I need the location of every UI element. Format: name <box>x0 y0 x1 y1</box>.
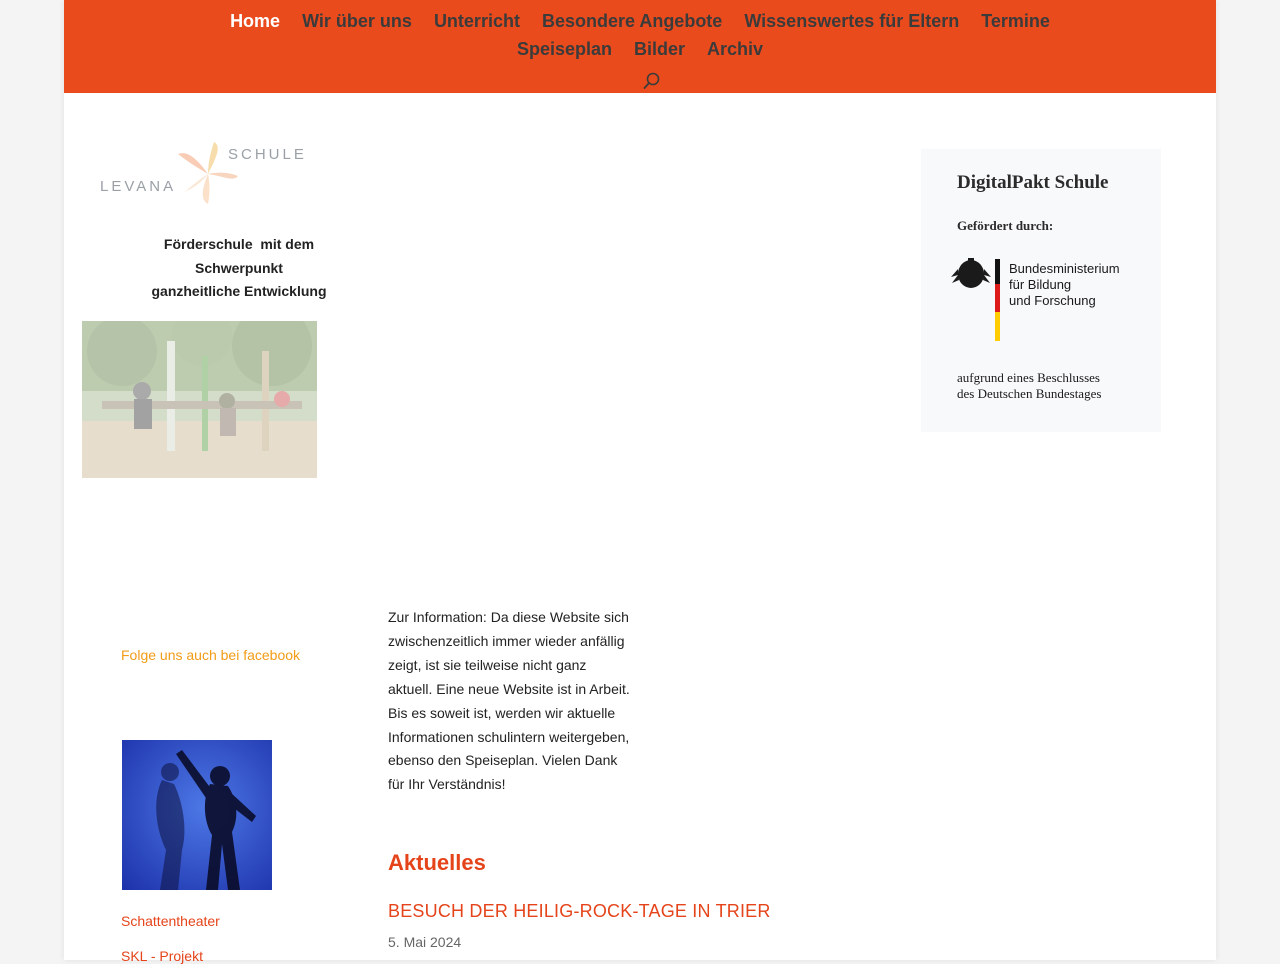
digitalpakt-title: DigitalPakt Schule <box>957 172 1109 193</box>
tagline-line-3: ganzheitliche Entwicklung <box>151 283 327 299</box>
ministry-line-3: und Forschung <box>1009 293 1096 308</box>
digitalpakt-banner[interactable] <box>921 149 1161 432</box>
nav-item-wissenswertes[interactable]: Wissenswertes für Eltern <box>744 11 960 31</box>
sidebar-link-schattentheater[interactable]: Schattentheater <box>121 913 220 929</box>
nav-item-speiseplan[interactable]: Speiseplan <box>516 39 612 59</box>
nav-item-unterricht[interactable]: Unterricht <box>433 11 520 31</box>
ministry-line-2: für Bildung <box>1009 277 1072 292</box>
nav-row-2 <box>64 36 1216 62</box>
facebook-link[interactable]: Folge uns auch bei facebook <box>121 647 301 663</box>
nav-item-wir-ueber-uns[interactable]: Wir über uns <box>302 11 412 31</box>
nav-row-1 <box>64 8 1216 34</box>
german-flag-bar <box>995 259 1000 341</box>
ministry-line-1: Bundesministerium <box>1009 261 1120 276</box>
digitalpakt-funded-by: Gefördert durch: <box>957 218 1054 233</box>
tagline-line-2: Schwerpunkt <box>195 259 283 276</box>
nav-item-home[interactable]: Home <box>230 11 281 31</box>
info-notice: Zur Information: Da diese Website sich zwischenzeitlich immer wieder anfällig zeigt, ist sie teilweise nicht ganz aktuell. Eine neue Website ist in Arbeit. Bis es soweit ist, werden wir aktuelle Informationen schulintern weitergeben, ebenso den Speiseplan. Vielen Dank für Ihr Verständnis! <box>388 609 630 793</box>
search-icon[interactable] <box>643 72 661 90</box>
main-navigation <box>64 0 1216 93</box>
nav-item-archiv[interactable]: Archiv <box>707 39 764 59</box>
section-title-aktuelles: Aktuelles <box>388 850 486 875</box>
tagline-line-1: Förderschule mit dem <box>163 236 315 252</box>
logo-text-levana: LEVANA <box>100 178 177 195</box>
basis-line-1: aufgrund eines Beschlusses <box>957 370 1100 385</box>
post-title-link[interactable]: BESUCH DER HEILIG-ROCK-TAGE IN TRIER <box>388 901 771 921</box>
nav-item-bilder[interactable]: Bilder <box>634 39 686 59</box>
nav-item-termine[interactable]: Termine <box>981 11 1050 31</box>
playground-photo <box>82 321 317 478</box>
school-tagline <box>139 233 339 304</box>
basis-line-2: des Deutschen Bundestages <box>957 386 1102 401</box>
shadow-theater-photo[interactable] <box>122 740 272 890</box>
nav-item-besondere-angebote[interactable]: Besondere Angebote <box>541 11 723 31</box>
sidebar-link-skl-projekt[interactable]: SKL - Projekt <box>121 948 203 964</box>
school-logo[interactable] <box>98 140 310 212</box>
post-date: 5. Mai 2024 <box>388 934 462 950</box>
logo-text-schule: SCHULE <box>228 146 307 163</box>
